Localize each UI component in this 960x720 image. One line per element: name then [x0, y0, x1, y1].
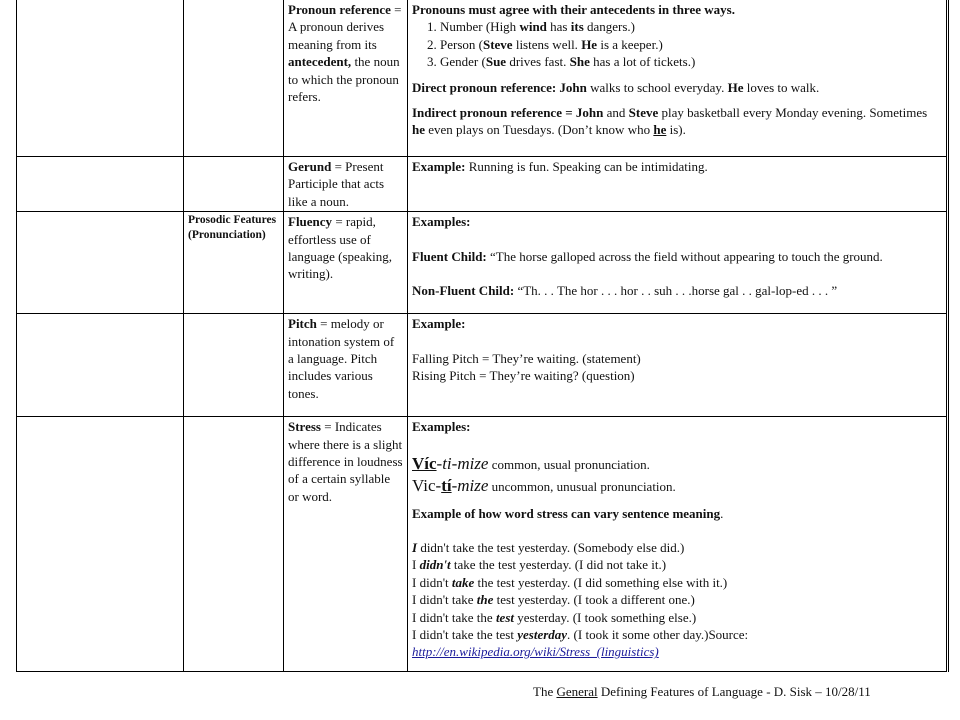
- term-fluency: Fluency: [288, 214, 333, 230]
- cell-examples-stress: [408, 417, 948, 672]
- indirect-reference-example: Indirect pronoun reference = John and Steve play basketball every Monday evening. Sometimes he even plays on Tuesdays. (Don’t know who he is).: [412, 105, 928, 138]
- term-stress: Stress: [288, 419, 321, 435]
- stress-sentence: I didn't take the test yesterday. (I took something else.): [412, 609, 697, 625]
- term-pronoun-reference: Pronoun reference: [288, 2, 391, 17]
- list-item: 1. Number (High wind has its dangers.): [440, 18, 942, 35]
- definition-bold-text: antecedent,: [288, 54, 352, 70]
- agreement-list: [412, 18, 942, 70]
- cell-examples-pronoun: [408, 0, 948, 157]
- cell-empty: [17, 0, 184, 157]
- table-row-fluency: [17, 212, 948, 314]
- definition-text: = A pronoun derives meaning from its: [288, 2, 402, 52]
- term-gerund: Gerund: [288, 159, 332, 174]
- cell-category-empty: [184, 314, 284, 417]
- cell-empty: [17, 417, 184, 672]
- list-item: 3. Gender (Sue drives fast. She has a lot of tickets.): [440, 53, 942, 70]
- victimize-uncommon: Vic-tí-mize uncommon, unusual pronunciation.: [412, 475, 676, 495]
- direct-reference-example: Direct pronoun reference: John walks to school everyday. He loves to walk.: [412, 79, 820, 95]
- table-row-pronoun: [17, 0, 948, 157]
- cell-empty: [17, 314, 184, 417]
- example-label: Example:: [412, 159, 466, 174]
- cell-empty: [17, 212, 184, 314]
- examples-label: Examples:: [412, 419, 471, 435]
- cell-category-empty: [184, 417, 284, 672]
- nonfluent-child-example: Non-Fluent Child: “Th. . . The hor . . . hor . . suh . . .horse gal . . gal-lop-ed . . . ”: [412, 283, 838, 299]
- table-row-gerund: [17, 157, 948, 212]
- falling-pitch-example: Falling Pitch = They’re waiting. (statement): [412, 350, 641, 366]
- cell-examples-gerund: [408, 157, 948, 212]
- cell-empty: [17, 157, 184, 212]
- cell-examples-pitch: [408, 314, 948, 417]
- cell-definition-pitch: [284, 314, 408, 417]
- table-row-pitch: [17, 314, 948, 417]
- definition-text: = Indicates where there is a slight difference in loudness of a certain syllable or word.: [288, 419, 403, 504]
- cell-definition-stress: [284, 417, 408, 672]
- stress-sentence: I didn't take the test yesterday. (Somebody else did.): [412, 540, 685, 556]
- definition-text: = Present Participle that acts like a noun.: [288, 159, 385, 209]
- category-label: Prosodic Features (Pronunciation): [188, 214, 277, 242]
- example-text: Running is fun. Speaking can be intimidating.: [465, 159, 708, 174]
- source-link[interactable]: http://en.wikipedia.org/wiki/Stress_(linguistics): [412, 644, 659, 660]
- cell-category-empty: [184, 157, 284, 212]
- examples-label: Examples:: [412, 214, 471, 230]
- stress-sentence: I didn't take the test yesterday. (I did not take it.): [412, 557, 667, 573]
- term-pitch: Pitch: [288, 316, 317, 332]
- fluent-child-example: Fluent Child: “The horse galloped across the field without appearing to touch the ground.: [412, 248, 883, 264]
- example-label: Example:: [412, 316, 466, 332]
- cell-category-empty: [184, 0, 284, 157]
- cell-definition-fluency: [284, 212, 408, 314]
- definition-text: the noun to which the pronoun refers.: [288, 54, 400, 105]
- rising-pitch-example: Rising Pitch = They’re waiting? (question): [412, 368, 635, 384]
- sentence-meaning-heading: Example of how word stress can vary sentence meaning.: [412, 505, 724, 521]
- definition-text: = melody or intonation system of a language. Pitch includes various tones.: [288, 316, 395, 401]
- victimize-common: Víc-ti-mize common, usual pronunciation.: [412, 453, 650, 473]
- cell-definition-gerund: [284, 157, 408, 212]
- agreement-heading: Pronouns must agree with their antecedents in three ways.: [412, 2, 735, 17]
- language-features-table: [16, 0, 949, 672]
- stress-sentence: I didn't take the test yesterday. (I took it some other day.)Source:: [412, 627, 749, 643]
- table-row-stress: [17, 417, 948, 672]
- cell-examples-fluency: [408, 212, 948, 314]
- page-footer: The General Defining Features of Language - D. Sisk – 10/28/11: [533, 684, 871, 699]
- cell-definition-pronoun: [284, 0, 408, 157]
- stress-sentence: I didn't take the test yesterday. (I took a different one.): [412, 592, 695, 608]
- definition-text: = rapid, effortless use of language (speaking, writing).: [288, 214, 392, 282]
- cell-category-prosodic: [184, 212, 284, 314]
- list-item: 2. Person (Steve listens well. He is a keeper.): [440, 36, 942, 53]
- stress-sentence: I didn't take the test yesterday. (I did something else with it.): [412, 574, 728, 590]
